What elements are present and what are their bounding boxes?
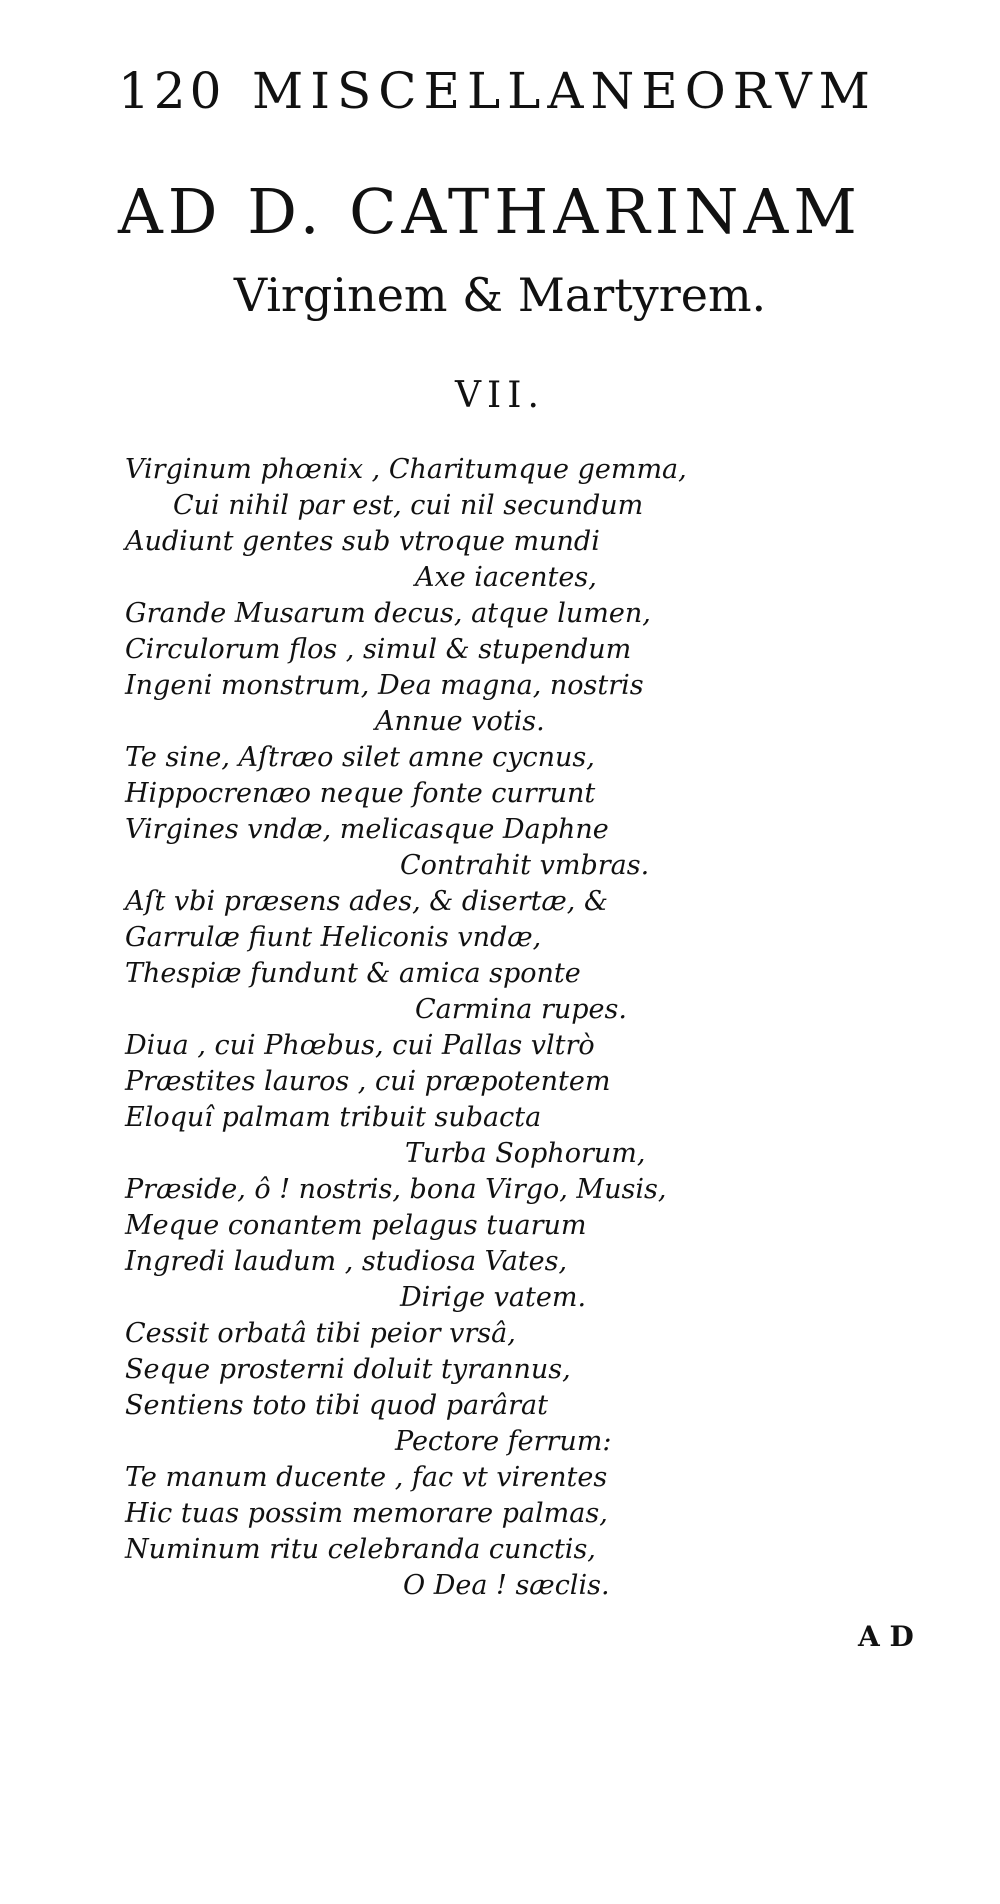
verse-line: Virgines vndæ, melicasque Daphne (125, 814, 609, 845)
verse-line: Garrulæ fiunt Heliconis vndæ, (125, 922, 542, 953)
verse-line: Meque conantem pelagus tuarum (125, 1210, 587, 1241)
poem-subtitle: Virginem & Martyrem. (233, 268, 767, 322)
verse-line: Pectore ferrum: (395, 1426, 612, 1457)
verse-line: Grande Musarum decus, atque lumen, (125, 598, 651, 629)
verse-line: Contrahit vmbras. (400, 850, 650, 881)
verse-line: Thespiæ fundunt & amica sponte (125, 958, 581, 989)
verse-line: Virginum phœnix , Charitumque gemma, (125, 454, 687, 485)
poem-title: AD D. CATHARINAM (118, 175, 862, 248)
section-number: VII. (455, 375, 545, 416)
verse-line: Cessit orbatâ tibi peior vrsâ, (125, 1318, 516, 1349)
verse-line: Cui nihil par est, cui nil secundum (173, 490, 644, 521)
verse-line: Te manum ducente , fac vt virentes (125, 1462, 608, 1493)
verse-line: O Dea ! sæclis. (403, 1570, 610, 1601)
verse-line: Hic tuas possim memorare palmas, (125, 1498, 608, 1529)
verse-line: Dirige vatem. (400, 1282, 587, 1313)
verse-line: Præstites lauros , cui præpotentem (125, 1066, 611, 1097)
verse-line: Seque prosterni doluit tyrannus, (125, 1354, 571, 1385)
verse-line: Axe iacentes, (415, 562, 597, 593)
running-head (118, 62, 878, 122)
verse-line: Diua , cui Phœbus, cui Pallas vltrò (125, 1030, 595, 1061)
verse-line: Turba Sophorum, (405, 1138, 646, 1169)
running-title: MISCELLANEORVM (252, 62, 877, 120)
verse-line: Sentiens toto tibi quod parârat (125, 1390, 548, 1421)
verse-line: Te sine, Aſtræo silet amne cycnus, (125, 742, 595, 773)
verse-line: Ingredi laudum , studiosa Vates, (125, 1246, 568, 1277)
verse-line: Annue votis. (375, 706, 545, 737)
verse-line: Aſt vbi præsens ades, & disertæ, & (125, 886, 608, 917)
page-number: 120 (118, 62, 226, 120)
verse-line: Hippocrenæo neque fonte currunt (125, 778, 596, 809)
verse-line: Carmina rupes. (415, 994, 627, 1025)
poem-body (125, 452, 845, 1604)
verse-line: Numinum ritu celebranda cunctis, (125, 1534, 596, 1565)
verse-line: Circulorum flos , simul & stupendum (125, 634, 632, 665)
verse-line: Audiunt gentes sub vtroque mundi (125, 526, 600, 557)
catchword: A D (858, 1620, 914, 1653)
verse-line: Ingeni monstrum, Dea magna, nostris (125, 670, 644, 701)
verse-line: Eloquî palmam tribuit subacta (125, 1102, 542, 1133)
verse-line: Præside, ô ! nostris, bona Virgo, Musis, (125, 1174, 667, 1205)
